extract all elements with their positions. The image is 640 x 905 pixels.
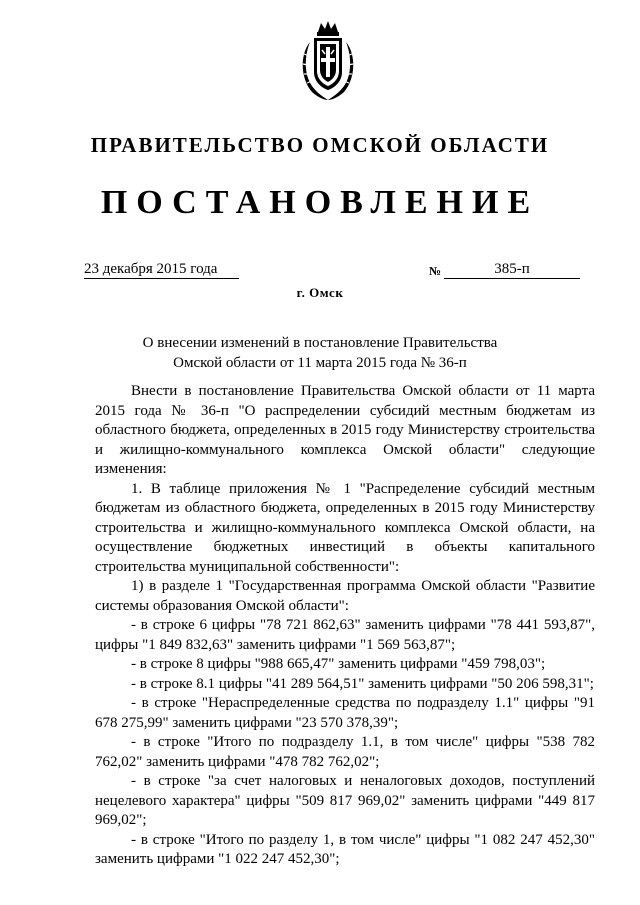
city: г. Омск xyxy=(296,285,344,300)
paragraph: Внести в постановление Правительства Омской области от 11 марта 2015 года № 36-п "О распределении субсидий местным бюджетам из областного бюджета, определенных в 2015 году Министерству строительства и жилищно-коммунального комплекса Омской области" следующие изменения: xyxy=(95,383,595,477)
document-date: 23 декабря 2015 года xyxy=(84,260,239,279)
paragraph: - в строке "Итого по подразделу 1.1, в том числе" цифры "538 782 762,02" заменить цифрами "478 782 762,02"; xyxy=(95,734,595,770)
paragraph: - в строке "Итого по разделу 1, в том числе" цифры "1 082 247 452,30" заменить цифрами "1 022 247 452,30"; xyxy=(95,831,595,867)
document-title xyxy=(0,333,640,373)
document-body xyxy=(95,382,595,870)
organization-name: ПРАВИТЕЛЬСТВО ОМСКОЙ ОБЛАСТИ xyxy=(90,133,550,157)
omsk-coat-of-arms-icon xyxy=(296,20,360,102)
document-number: 385-п xyxy=(444,260,580,279)
document-type: ПОСТАНОВЛЕНИЕ xyxy=(100,184,540,221)
paragraph: 1) в разделе 1 "Государственная программа Омской области "Развитие системы образования Омской области": xyxy=(95,578,595,614)
paragraph: - в строке 6 цифры "78 721 862,63" заменить цифрами "78 441 593,87", цифры "1 849 832,63" заменить цифрами "1 569 563,87"; xyxy=(95,617,595,653)
number-label: № xyxy=(429,264,442,278)
paragraph: - в строке 8 цифры "988 665,47" заменить цифрами "459 798,03"; xyxy=(131,656,546,672)
paragraph: - в строке "за счет налоговых и неналоговых доходов, поступлений нецелевого характера" цифры "509 817 969,02" заменить цифрами "449 817 969,02"; xyxy=(95,773,595,828)
title-line: О внесении изменений в постановление Правительства xyxy=(142,335,498,351)
title-line: Омской области от 11 марта 2015 года № 36-п xyxy=(173,355,467,371)
paragraph: 1. В таблице приложения № 1 "Распределение субсидий местным бюджетам из областного бюджета, определенных в 2015 году Министерству строительства и жилищно-коммунального комплекса Омской области, на осуществление бюджетных инвестиций в объекты капитального строительства муниципальной собственности": xyxy=(95,480,595,575)
paragraph: - в строке "Нераспределенные средства по подразделу 1.1" цифры "91 678 275,99" заменить цифрами "23 570 378,39"; xyxy=(95,695,595,731)
paragraph: - в строке 8.1 цифры "41 289 564,51" заменить цифрами "50 206 598,31"; xyxy=(131,675,594,692)
